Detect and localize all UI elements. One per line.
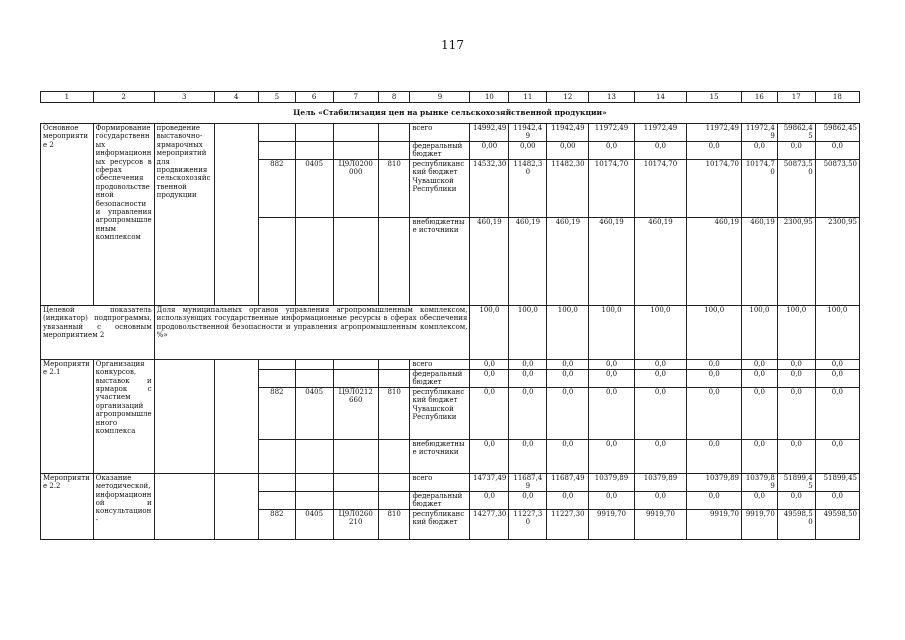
table-cell: 0,0 [687, 141, 742, 159]
col-num: 13 [589, 92, 634, 103]
table-cell: 50873,50 [777, 159, 815, 217]
table-cell: 51899,45 [815, 473, 859, 491]
table-cell [295, 439, 333, 473]
col-num: 12 [547, 92, 589, 103]
table-cell: 14737,49 [470, 473, 509, 491]
table-cell: 59862,45 [777, 124, 815, 142]
funding-source: республиканский бюджет Чувашской Республики [410, 159, 470, 217]
table-cell [295, 491, 333, 509]
table-cell: 10174,70 [687, 159, 742, 217]
table-cell: 0,0 [777, 491, 815, 509]
col-num: 2 [93, 92, 154, 103]
table-cell [333, 141, 378, 159]
table-cell: 0,0 [815, 359, 859, 369]
table-cell: 0,0 [509, 369, 547, 387]
table-cell: 14992,49 [470, 124, 509, 142]
activity-name: Мероприятие 2.1 [41, 359, 94, 473]
table-cell: 0,0 [634, 359, 687, 369]
table-cell: 0405 [295, 509, 333, 539]
table-cell: 0405 [295, 387, 333, 439]
activity-detail: проведение выставочно-ярмарочных мероприятий для продвижения сельскохозяйственной продукции [154, 124, 214, 306]
col-num: 3 [154, 92, 214, 103]
indicator-description: Доля муниципальных органов управления агропромышленным комплексом, использующих государственные информационные ресурсы в сферах обеспечения продовольственной безопасности и управления агропромышленным комплексом, %» [154, 305, 470, 359]
table-cell: 100,0 [634, 305, 687, 359]
funding-source: всего [410, 124, 470, 142]
col-num: 10 [470, 92, 509, 103]
col-num: 11 [509, 92, 547, 103]
table-cell: 9919,70 [742, 509, 778, 539]
table-cell: 10379,89 [687, 473, 742, 491]
table-cell: 10379,89 [634, 473, 687, 491]
table-cell: 11942,49 [509, 124, 547, 142]
table-cell: 0,0 [634, 141, 687, 159]
table-cell [333, 369, 378, 387]
funding-source: внебюджетные источники [410, 439, 470, 473]
funding-source: всего [410, 359, 470, 369]
table-cell: 100,0 [470, 305, 509, 359]
table-cell: 9919,70 [687, 509, 742, 539]
table-cell: 0,0 [742, 359, 778, 369]
table-cell: 0,0 [634, 369, 687, 387]
table-cell: 2300,95 [777, 217, 815, 305]
table-cell [295, 473, 333, 491]
table-cell: 0,0 [815, 491, 859, 509]
table-cell [378, 141, 410, 159]
table-cell: 882 [258, 159, 295, 217]
table-cell: 0,00 [470, 141, 509, 159]
table-cell [295, 124, 333, 142]
table-cell: 0,00 [509, 141, 547, 159]
activity-description: Оказание методической, информационной и консультацион- [93, 473, 154, 539]
table-cell [258, 124, 295, 142]
table-cell: 11482,30 [547, 159, 589, 217]
table-cell: 0,0 [815, 387, 859, 439]
table-cell [333, 217, 378, 305]
table-cell: 10174,70 [589, 159, 634, 217]
table-cell: 100,0 [777, 305, 815, 359]
activity-name: Основное мероприятие 2 [41, 124, 94, 306]
table-cell [295, 359, 333, 369]
table-cell: 0,0 [777, 141, 815, 159]
empty-cell [154, 359, 214, 473]
table-cell: 11482,30 [509, 159, 547, 217]
table-cell: 882 [258, 509, 295, 539]
funding-source: федеральный бюджет [410, 369, 470, 387]
activity-description: Формирование государственных информационных ресурсов в сферах обеспечения продовольственной безопасности и управления агропромышленным комплексом [93, 124, 154, 306]
col-num: 15 [687, 92, 742, 103]
table-cell: 810 [378, 509, 410, 539]
table-cell [333, 473, 378, 491]
table-cell [258, 473, 295, 491]
table-cell [378, 491, 410, 509]
table-cell: 0,0 [687, 491, 742, 509]
budget-code: Ц9Л0200 000 [333, 159, 378, 217]
empty-cell [214, 124, 258, 306]
col-num: 4 [214, 92, 258, 103]
funding-source: федеральный бюджет [410, 491, 470, 509]
table-cell: 0,0 [509, 439, 547, 473]
table-cell [333, 359, 378, 369]
table-cell [295, 217, 333, 305]
table-cell: 11227,30 [509, 509, 547, 539]
table-cell: 100,0 [509, 305, 547, 359]
table-cell: 51899,45 [777, 473, 815, 491]
table-cell [295, 141, 333, 159]
table-cell: 11972,49 [634, 124, 687, 142]
table-cell: 11227,30 [547, 509, 589, 539]
table-cell [378, 439, 410, 473]
table-cell: 0,0 [509, 491, 547, 509]
table-cell [258, 491, 295, 509]
table-cell: 49598,50 [815, 509, 859, 539]
section-title-row [41, 103, 860, 124]
funding-source: республиканский бюджет Чувашской Республики [410, 387, 470, 439]
table-cell: 0,0 [470, 369, 509, 387]
table-cell [258, 141, 295, 159]
table-cell: 0,0 [777, 387, 815, 439]
table-cell: 14532,30 [470, 159, 509, 217]
table-cell: 0,0 [777, 369, 815, 387]
table-cell: 0,0 [815, 141, 859, 159]
col-num: 1 [41, 92, 94, 103]
table-cell: 11972,49 [687, 124, 742, 142]
column-number-row [41, 92, 860, 103]
funding-source: всего [410, 473, 470, 491]
table-cell: 0,0 [470, 387, 509, 439]
table-cell: 9919,70 [589, 509, 634, 539]
table-cell: 10379,89 [589, 473, 634, 491]
table-cell: 49598,50 [777, 509, 815, 539]
table-cell: 460,19 [742, 217, 778, 305]
table-cell [378, 359, 410, 369]
table-cell: 10174,70 [634, 159, 687, 217]
budget-table [40, 91, 860, 540]
table-cell: 0,0 [742, 369, 778, 387]
table-cell: 11972,49 [589, 124, 634, 142]
funding-source: республиканский бюджет [410, 509, 470, 539]
table-cell: 0,0 [470, 359, 509, 369]
col-num: 8 [378, 92, 410, 103]
table-cell: 0,0 [742, 439, 778, 473]
table-cell: 0,0 [687, 359, 742, 369]
table-cell: 460,19 [470, 217, 509, 305]
table-cell [333, 124, 378, 142]
budget-code: Ц9Л0212 660 [333, 387, 378, 439]
funding-source: внебюджетные источники [410, 217, 470, 305]
table-cell: 0,0 [547, 491, 589, 509]
col-num: 16 [742, 92, 778, 103]
table-cell: 14277,30 [470, 509, 509, 539]
table-cell: 0405 [295, 159, 333, 217]
table-cell: 0,0 [589, 369, 634, 387]
table-cell [258, 359, 295, 369]
table-cell [258, 217, 295, 305]
table-cell [333, 491, 378, 509]
table-cell: 0,0 [815, 439, 859, 473]
table-cell: 0,0 [589, 439, 634, 473]
indicator-row [41, 305, 860, 359]
activity-description: Организация конкурсов, выставок и ярмарок с участием организаций агропромышленного комплекса [93, 359, 154, 473]
table-cell: 11972,49 [742, 124, 778, 142]
table-cell: 460,19 [547, 217, 589, 305]
col-num: 7 [333, 92, 378, 103]
table-cell: 0,0 [777, 359, 815, 369]
table-cell: 59862,45 [815, 124, 859, 142]
table-cell [295, 369, 333, 387]
table-cell: 100,0 [589, 305, 634, 359]
col-num: 17 [777, 92, 815, 103]
empty-cell [214, 473, 258, 539]
table-cell: 810 [378, 159, 410, 217]
table-cell [258, 369, 295, 387]
table-cell: 10174,70 [742, 159, 778, 217]
table-cell [378, 124, 410, 142]
table-cell: 460,19 [687, 217, 742, 305]
table-cell: 0,0 [547, 387, 589, 439]
table-cell: 460,19 [634, 217, 687, 305]
table-cell: 0,0 [589, 141, 634, 159]
indicator-name: Целевой показатель (индикатор) подпрограммы, увязанный с основным мероприятием 2 [41, 305, 155, 359]
table-cell: 0,0 [634, 439, 687, 473]
table-cell: 100,0 [742, 305, 778, 359]
table-cell: 11942,49 [547, 124, 589, 142]
table-cell: 0,0 [777, 439, 815, 473]
table-row [41, 124, 860, 142]
table-cell: 0,0 [742, 491, 778, 509]
col-num: 14 [634, 92, 687, 103]
table-cell: 0,0 [547, 369, 589, 387]
table-cell: 0,0 [509, 387, 547, 439]
table-cell: 100,0 [815, 305, 859, 359]
table-cell [378, 217, 410, 305]
section-title: Цель «Стабилизация цен на рынке сельскохозяйственной продукции» [41, 103, 860, 124]
table-cell [258, 439, 295, 473]
table-cell: 0,0 [589, 491, 634, 509]
table-cell: 11687,49 [547, 473, 589, 491]
col-num: 9 [410, 92, 470, 103]
table-cell: 0,0 [589, 359, 634, 369]
table-cell: 0,0 [687, 387, 742, 439]
table-cell: 460,19 [509, 217, 547, 305]
table-cell: 100,0 [687, 305, 742, 359]
page-number: 117 [441, 38, 464, 52]
col-num: 6 [295, 92, 333, 103]
table-cell [333, 439, 378, 473]
table-cell: 2300,95 [815, 217, 859, 305]
table-cell: 10379,89 [742, 473, 778, 491]
table-cell: 0,0 [547, 439, 589, 473]
table-cell [378, 369, 410, 387]
table-cell: 810 [378, 387, 410, 439]
table-cell: 50873,50 [815, 159, 859, 217]
table-cell: 100,0 [547, 305, 589, 359]
table-cell: 460,19 [589, 217, 634, 305]
table-cell: 0,0 [634, 387, 687, 439]
table-cell: 882 [258, 387, 295, 439]
table-cell [378, 473, 410, 491]
table-cell: 0,0 [589, 387, 634, 439]
table-cell: 0,0 [742, 387, 778, 439]
table-cell: 0,0 [687, 439, 742, 473]
table-cell: 0,0 [470, 439, 509, 473]
table-row [41, 473, 860, 491]
table-cell: 0,0 [815, 369, 859, 387]
budget-code: Ц9Л0260 210 [333, 509, 378, 539]
col-num: 18 [815, 92, 859, 103]
table-cell: 11687,49 [509, 473, 547, 491]
activity-name: Мероприятие 2.2 [41, 473, 94, 539]
table-cell: 0,0 [509, 359, 547, 369]
table-cell: 0,0 [547, 359, 589, 369]
col-num: 5 [258, 92, 295, 103]
table-cell: 0,0 [470, 491, 509, 509]
table-cell: 0,00 [547, 141, 589, 159]
table-cell: 0,0 [742, 141, 778, 159]
empty-cell [154, 473, 214, 539]
table-cell: 0,0 [634, 491, 687, 509]
table-cell: 9919,70 [634, 509, 687, 539]
funding-source: федеральный бюджет [410, 141, 470, 159]
table-row [41, 359, 860, 369]
table-cell: 0,0 [687, 369, 742, 387]
empty-cell [214, 359, 258, 473]
